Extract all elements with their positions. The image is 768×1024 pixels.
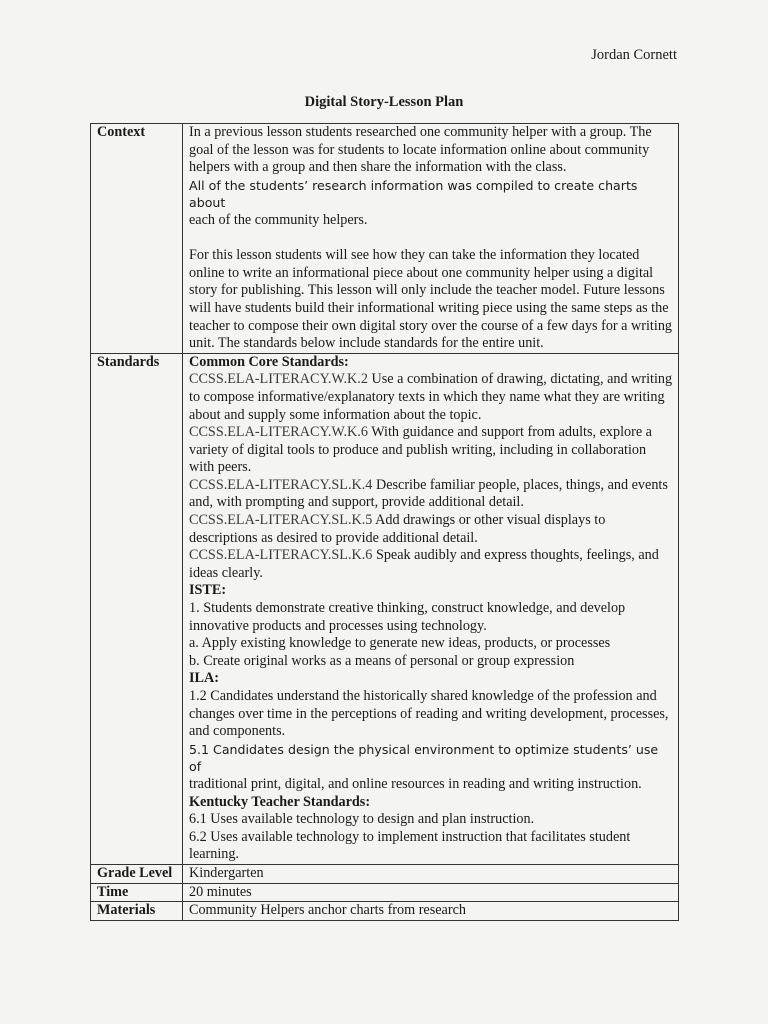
iste-item: a. Apply existing knowledge to generate new ideas, products, or processes [189,635,611,652]
context-paragraph-2: For this lesson students will see how they can take the information they located online to write an informational piece about one community helper using a digital story for publishing. This lesson will only include the teacher model. Future lessons will have students build their informational writing piece using the same steps as the teacher to compose their own digital story over the course of a few days for a writing unit. The standards below include standards for the entire unit. [189,247,673,352]
kentucky-teacher-standards-heading: Kentucky Teacher Standards: [189,793,371,810]
standard-text: Speak audibly and express thoughts, feelings, and ideas clearly. [189,547,659,581]
ila-item: 1.2 Candidates understand the historically shared knowledge of the profession and changes over time in the perceptions of reading and writing development, processes, and components. [189,688,669,740]
grade-level-label: Grade Level [91,864,183,883]
standard-item [189,424,673,477]
grade-level-value: Kindergarten [183,864,679,883]
ila-heading: ILA: [189,670,219,687]
materials-row [91,902,679,921]
time-value: 20 minutes [183,883,679,902]
standard-code: CCSS.ELA-LITERACY.SL.K.6 [189,547,373,564]
grade-level-row [91,864,679,883]
iste-heading: ISTE: [189,582,227,599]
kts-item: 6.2 Uses available technology to implement instruction that facilitates student learning. [189,828,631,863]
standard-text: With guidance and support from adults, explore a variety of digital tools to produce and publish writing, including in collaboration with peers. [189,424,652,476]
standards-row [91,353,679,864]
standard-text: Add drawings or other visual displays to descriptions as desired to provide additional detail. [189,512,606,546]
ila-item: 5.1 Candidates design the physical environment to optimize students’ use of [189,741,659,775]
lesson-plan-table [90,123,679,921]
context-row [91,124,679,354]
context-paragraph-1 [189,124,673,230]
common-core-heading: Common Core Standards: [189,353,349,370]
standard-text: Describe familiar people, places, things, and events and, with prompting and support, provide additional detail. [189,476,668,511]
context-p1-text: In a previous lesson students researched one community helper with a group. The goal of the lesson was for students to locate information online about community helpers with a group and then share the information with the class. [189,124,652,176]
author-name: Jordan Cornett [591,47,677,63]
standard-code: CCSS.ELA-LITERACY.SL.K.5 [189,512,373,529]
standard-item [189,512,673,547]
document-title: Digital Story-Lesson Plan [304,94,464,110]
standards-label: Standards [91,353,183,864]
standard-text: Use a combination of drawing, dictating, and writing to compose informative/explanatory texts in which they name what they are writing about and supply some information about the topic. [189,371,673,423]
kts-item: 6.1 Uses available technology to design and plan instruction. [189,811,535,828]
time-label: Time [91,883,183,902]
ila-item: traditional print, digital, and online resources in reading and writing instruction. [189,775,642,792]
standard-code: CCSS.ELA-LITERACY.W.K.2 [189,371,368,388]
materials-label: Materials [91,902,183,921]
time-row [91,883,679,902]
standard-item [189,477,673,512]
standard-code: CCSS.ELA-LITERACY.SL.K.4 [189,476,373,493]
standard-item [189,547,673,582]
standard-item [189,371,673,424]
context-label: Context [91,124,183,354]
materials-value: Community Helpers anchor charts from research [183,902,679,921]
context-p1-line: All of the students’ research information was compiled to create charts about [189,177,638,211]
iste-item: b. Create original works as a means of personal or group expression [189,652,575,669]
standard-code: CCSS.ELA-LITERACY.W.K.6 [189,424,368,441]
common-core-list [189,371,673,582]
iste-item: 1. Students demonstrate creative thinking, construct knowledge, and develop innovative products and processes using technology. [189,600,626,634]
context-content [183,124,679,354]
context-p1-end: each of the community helpers. [189,211,368,228]
standards-content [183,353,679,864]
